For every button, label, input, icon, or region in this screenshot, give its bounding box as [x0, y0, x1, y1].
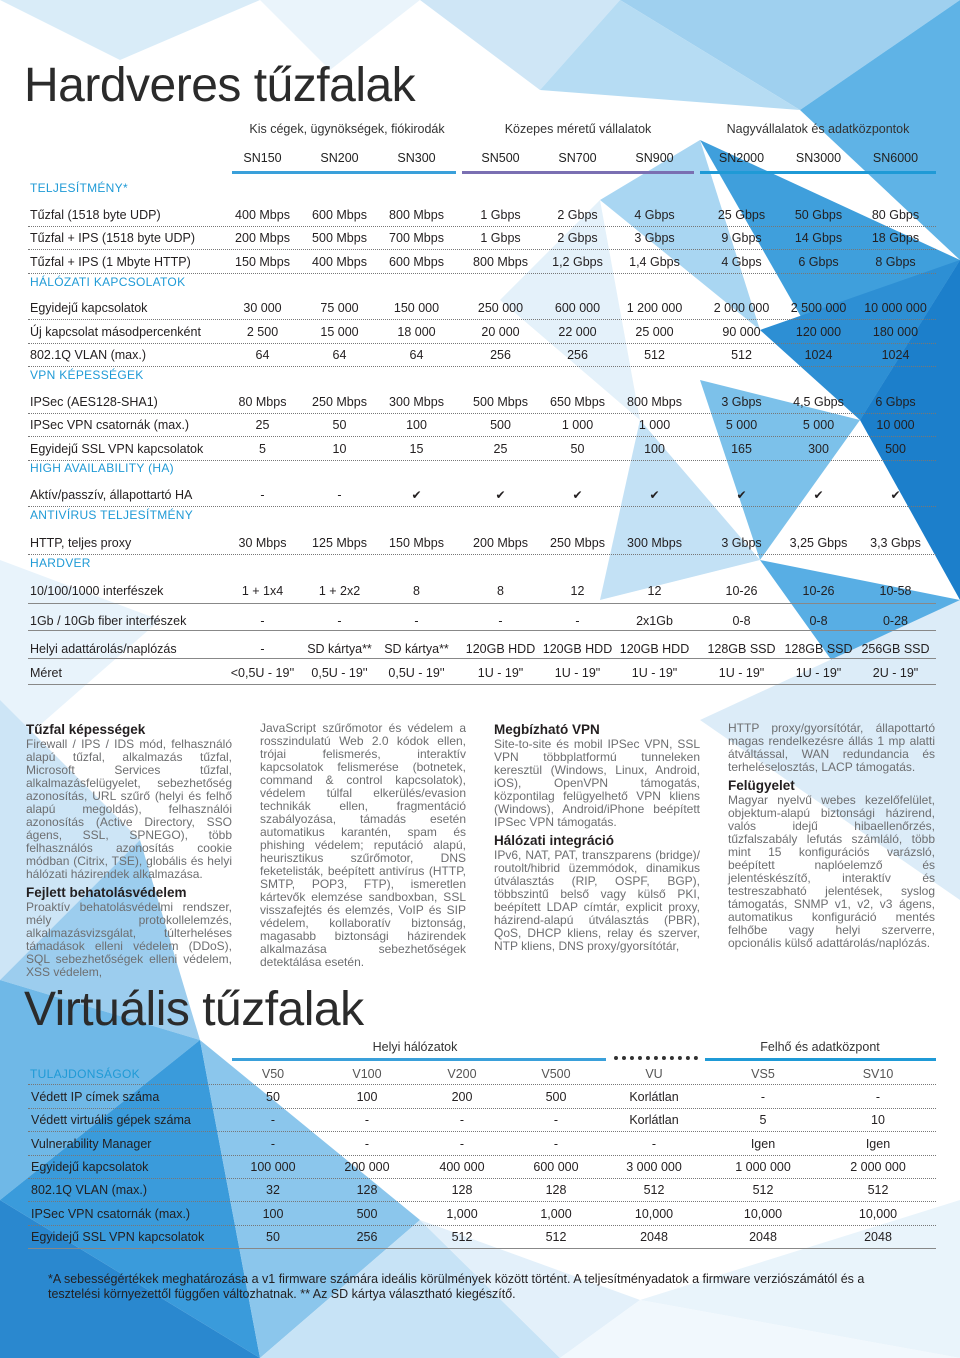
spec-cell: 256	[356, 1229, 378, 1244]
model-header: V50	[261, 1067, 285, 1081]
spec-cell: 2 500	[246, 325, 279, 339]
virtual-title: Virtuális tűzfalak	[24, 983, 364, 1036]
spec-cell: 1,4 Gbps	[629, 255, 680, 269]
spec-cell: 1 + 2x2	[318, 584, 361, 598]
spec-cell: 0-8	[809, 614, 828, 628]
spec-cell: ✔	[495, 488, 506, 502]
spec-cell: 3 Gbps	[634, 231, 675, 245]
group-enterprise: Nagyvállalatok és adatközpontok	[726, 122, 910, 136]
spec-cell: 500	[545, 1090, 567, 1104]
spec-cell: Korlátlan	[629, 1090, 679, 1104]
spec-row-label: 802.1Q VLAN (max.)	[31, 1183, 148, 1198]
section-title: HIGH AVAILABILITY (HA)	[30, 461, 174, 475]
spec-cell: 800 Mbps	[473, 255, 528, 269]
spec-cell: 1U - 19"	[554, 666, 601, 680]
spec-cell: 600 Mbps	[389, 255, 444, 269]
spec-cell: 50	[266, 1090, 280, 1104]
spec-cell: -	[553, 1136, 559, 1151]
feature-heading: Megbízható VPN	[494, 722, 600, 737]
spec-cell: 500 Mbps	[473, 395, 528, 409]
spec-cell: 300 Mbps	[389, 395, 444, 409]
spec-row	[28, 1179, 936, 1202]
spec-row-label: HTTP, teljes proxy	[30, 536, 132, 550]
spec-cell: 150 Mbps	[235, 255, 290, 269]
spec-cell: 100 000	[250, 1159, 296, 1174]
spec-cell: 512	[731, 348, 752, 362]
spec-cell: 2 000 000	[850, 1159, 906, 1174]
spec-cell: 100	[262, 1206, 284, 1221]
spec-cell: 1U - 19"	[795, 666, 842, 680]
spec-cell: -	[260, 488, 265, 502]
group-mid-business: Közepes méretű vállalatok	[504, 122, 652, 136]
spec-cell: 512	[643, 1183, 665, 1198]
section-title: ANTIVÍRUS TELJESÍTMÉNY	[30, 508, 194, 522]
spec-cell: 30 000	[243, 301, 282, 315]
spec-cell: -	[364, 1113, 370, 1128]
model-header: SV10	[862, 1067, 894, 1081]
spec-cell: 80 Mbps	[238, 395, 287, 409]
spec-cell: 5	[759, 1113, 767, 1128]
spec-cell: 1U - 19"	[631, 666, 678, 680]
spec-cell: SD kártya**	[384, 642, 449, 656]
spec-cell: 64	[255, 348, 270, 362]
spec-cell: 128	[545, 1183, 567, 1198]
spec-cell: 1 000 000	[735, 1159, 791, 1174]
spec-cell: 128GB SSD	[784, 642, 853, 656]
spec-cell: 25	[493, 442, 508, 456]
model-header: SN3000	[795, 151, 842, 165]
spec-cell: 0-8	[732, 614, 751, 628]
spec-cell: 1,000	[540, 1206, 572, 1221]
spec-cell: 800 Mbps	[627, 395, 682, 409]
spec-cell: 2x1Gb	[636, 614, 673, 628]
spec-cell: Igen	[865, 1136, 891, 1151]
spec-cell: 1U - 19"	[718, 666, 765, 680]
spec-cell: 2048	[749, 1229, 777, 1244]
group-cloud-datacenter: Felhő és adatközpont	[760, 1040, 880, 1054]
spec-row-label: Aktív/passzív, állapottartó HA	[30, 488, 193, 502]
spec-cell: 120GB HDD	[542, 642, 613, 656]
spec-cell: 18 Gbps	[871, 231, 920, 245]
spec-cell: 22 000	[558, 325, 597, 339]
spec-row	[28, 1086, 936, 1109]
spec-cell: 2U - 19"	[872, 666, 919, 680]
spec-cell: 128	[356, 1183, 378, 1198]
group-local-networks: Helyi hálózatok	[372, 1040, 458, 1054]
spec-cell: 400 Mbps	[312, 255, 367, 269]
spec-cell: 32	[266, 1183, 280, 1198]
feature-heading: Felügyelet	[728, 778, 795, 793]
spec-cell: 200 Mbps	[473, 536, 528, 550]
spec-cell: ✔	[572, 488, 583, 502]
spec-cell: -	[760, 1090, 766, 1104]
spec-cell: 0-28	[882, 614, 909, 628]
spec-cell: ✔	[813, 488, 824, 502]
spec-row-label: 802.1Q VLAN (max.)	[30, 348, 147, 362]
spec-cell: 10	[871, 1113, 885, 1128]
spec-cell: 512	[545, 1229, 567, 1244]
spec-cell: 10-26	[802, 584, 835, 598]
spec-cell: 50	[266, 1229, 280, 1244]
spec-cell: 8	[413, 584, 420, 598]
spec-cell: -	[260, 642, 265, 656]
spec-cell: 150 Mbps	[389, 536, 444, 550]
spec-cell: 256	[490, 348, 511, 362]
model-header: SN900	[635, 151, 674, 165]
spec-cell: 15	[409, 442, 424, 456]
spec-cell: 256GB SSD	[861, 642, 930, 656]
model-header: SN6000	[872, 151, 919, 165]
spec-cell: 500	[885, 442, 906, 456]
spec-row-label: Egyidejű kapcsolatok	[31, 1159, 149, 1174]
spec-row	[28, 1203, 936, 1226]
feature-text: IPv6, NAT, PAT, transzparens (bridge)/ routolt/hibrid üzemmódok, dinamikus útválasztás (RIP, OSPF, BGP), többszintű belső vagy külső PKI, beépített LDAP címtár, explicit proxy, házirend-alapú útválasztás (PBR), QoS, DHCP kliens, relay és szerver, NTP kliens, DNS proxy/gyorsítótár,	[494, 848, 700, 953]
section-title: HARDVER	[30, 556, 91, 570]
model-header: V500	[541, 1067, 571, 1081]
spec-cell: 128GB SSD	[707, 642, 776, 656]
spec-cell: 4,5 Gbps	[793, 395, 844, 409]
spec-cell: 300	[808, 442, 829, 456]
model-header: SN300	[397, 151, 436, 165]
model-header: VU	[645, 1067, 663, 1081]
spec-cell: 1U - 19"	[477, 666, 524, 680]
spec-row-label: IPSec VPN csatornák (max.)	[31, 1206, 191, 1221]
model-header: SN500	[481, 151, 520, 165]
spec-cell: Igen	[750, 1136, 776, 1151]
spec-cell: 1024	[804, 348, 833, 362]
spec-cell: ✔	[411, 488, 422, 502]
spec-cell: 12	[570, 584, 585, 598]
spec-cell: 3 Gbps	[721, 395, 762, 409]
spec-cell: 500	[490, 418, 511, 432]
spec-cell: 4 Gbps	[721, 255, 762, 269]
spec-cell: ✔	[649, 488, 660, 502]
model-header: SN200	[320, 151, 359, 165]
spec-cell: 64	[332, 348, 347, 362]
spec-cell: 120GB HDD	[465, 642, 536, 656]
spec-cell: 9 Gbps	[721, 231, 762, 245]
spec-cell: 600 000	[554, 301, 601, 315]
spec-cell: 700 Mbps	[389, 231, 444, 245]
spec-cell: 64	[409, 348, 424, 362]
spec-cell: 8	[497, 584, 504, 598]
spec-row-label: IPSec (AES128-SHA1)	[30, 395, 158, 409]
feature-heading: Fejlett behatolásvédelem	[26, 885, 187, 900]
feature-text: Proaktív behatolásvédelmi rendszer, mély protokollelemzés, alkalmazásvizsgálat, túlterheléses támadások elleni védelem (DDoS), SQL sebezhetőségek elleni védelem, XSS védelem,	[26, 900, 232, 979]
footnote: *A sebességértékek meghatározása a v1 firmware számára ideális körülmények között történt. A teljesítményadatok a firmware verziószámától és a tesztelési környezettől függően változhatnak. ** Az SD kártya választható kiegészítő.	[48, 1272, 865, 1301]
spec-cell: 90 000	[722, 325, 761, 339]
spec-row-label: Vulnerability Manager	[31, 1136, 152, 1151]
spec-cell: 400 Mbps	[235, 208, 290, 222]
feature-text: Firewall / IPS / IDS mód, felhasználó alapú tűzfal, alkalmazás tűzfal, Microsoft Services tűzfal, alkalmazásfelügyelet, sebezhetőség azonosítás, URL szűrő (helyi és felhő alapú megoldás), felhasználói azonosítás (Active Directory, SSO ágens, SSL, SPNEGO), több felhasználós azonosítás cookie módban (Citrix, TSE), globális és helyi hálózati házirendek alkalmazása.	[26, 737, 232, 881]
model-header: VS5	[751, 1067, 775, 1081]
spec-cell: <0,5U - 19''	[230, 666, 295, 680]
feature-text: Site-to-site és mobil IPSec VPN, SSL VPN többplatformú tunneleken keresztül (Windows, Linux, Android, iOS), OpenVPN támogatás, központilag felügyelhető VPN kliens (Windows), Android/iPhone beépített IPSec VPN támogatás.	[494, 737, 700, 829]
model-header: SN2000	[718, 151, 765, 165]
spec-cell: 600 Mbps	[312, 208, 367, 222]
spec-cell: -	[575, 614, 580, 628]
spec-row-label: IPSec VPN csatornák (max.)	[30, 418, 190, 432]
spec-cell: 10,000	[858, 1206, 898, 1221]
spec-cell: 75 000	[320, 301, 359, 315]
spec-row-label: Védett virtuális gépek száma	[31, 1113, 191, 1128]
spec-cell: 1,000	[446, 1206, 478, 1221]
spec-cell: 4 Gbps	[634, 208, 675, 222]
group-small-business: Kis cégek, ügynökségek, fiókirodák	[249, 122, 445, 136]
spec-cell: 5 000	[725, 418, 758, 432]
spec-cell: 1 + 1x4	[241, 584, 284, 598]
spec-cell: 512	[752, 1183, 774, 1198]
spec-cell: 6 Gbps	[798, 255, 839, 269]
spec-cell: 80 Gbps	[871, 208, 920, 222]
spec-cell: 3,3 Gbps	[870, 536, 921, 550]
feature-heading: Hálózati integráció	[494, 833, 615, 848]
spec-cell: 1 Gbps	[480, 208, 521, 222]
spec-cell: 2048	[640, 1229, 668, 1244]
spec-cell: -	[459, 1136, 465, 1151]
spec-cell: Korlátlan	[629, 1113, 679, 1128]
feature-text: Magyar nyelvű webes kezelőfelület, objektum-alapú biztonsági házirend, valós idejű hibaellenőrzés, tűzfalszabály lefutás számláló, több mint 15 konfigurációs varázsló, beépített naplóelemző és jelentéskészítő, interaktív és testreszabható jelentések, syslog támogatás, SNMP v1, v2, v3 ágens, automatikus konfiguráció mentés felhőbe vagy helyi szerverre, opcionális külső adattárolás/naplózás.	[728, 793, 935, 950]
spec-cell: 512	[451, 1229, 473, 1244]
spec-cell: 0,5U - 19''	[388, 666, 445, 680]
spec-row-label: Védett IP címek száma	[31, 1090, 160, 1104]
spec-cell: 18 000	[397, 325, 436, 339]
spec-cell: 100	[644, 442, 665, 456]
spec-row-label: Egyidejű kapcsolatok	[30, 301, 148, 315]
spec-cell: 400 000	[439, 1159, 485, 1174]
spec-cell: 200	[451, 1090, 473, 1104]
spec-cell: 5	[259, 442, 266, 456]
spec-cell: 10 000 000	[864, 301, 927, 315]
spec-cell: 500	[356, 1206, 378, 1221]
spec-cell: 10-58	[879, 584, 912, 598]
spec-cell: 120 000	[795, 325, 842, 339]
spec-row-label: Új kapcsolat másodpercenként	[30, 325, 201, 339]
spec-cell: -	[459, 1113, 465, 1128]
spec-cell: -	[337, 488, 342, 502]
spec-cell: 1 Gbps	[480, 231, 521, 245]
section-title: VPN KÉPESSÉGEK	[30, 368, 144, 382]
spec-cell: 165	[731, 442, 752, 456]
spec-cell: 12	[647, 584, 662, 598]
spec-cell: 3 Gbps	[721, 536, 762, 550]
spec-cell: 1 200 000	[626, 301, 683, 315]
spec-cell: -	[270, 1113, 276, 1128]
spec-row-label: Méret	[30, 666, 62, 680]
spec-cell: 200 Mbps	[235, 231, 290, 245]
spec-cell: 180 000	[872, 325, 919, 339]
spec-row-label: Helyi adattárolás/naplózás	[30, 642, 177, 656]
spec-cell: 0,5U - 19''	[311, 666, 368, 680]
spec-cell: 10	[332, 442, 347, 456]
spec-row-label: 10/100/1000 interfészek	[30, 584, 164, 598]
spec-cell: 2048	[864, 1229, 892, 1244]
spec-cell: 20 000	[481, 325, 520, 339]
spec-cell: 120GB HDD	[619, 642, 690, 656]
model-header: SN700	[558, 151, 597, 165]
spec-cell: 650 Mbps	[550, 395, 605, 409]
model-header: V100	[352, 1067, 382, 1081]
spec-cell: 3,25 Gbps	[789, 536, 848, 550]
spec-cell: 200 000	[344, 1159, 390, 1174]
spec-cell: 2 500 000	[790, 301, 847, 315]
spec-cell: 800 Mbps	[389, 208, 444, 222]
spec-cell: 10 000	[876, 418, 915, 432]
feature-heading: Tűzfal képességek	[26, 722, 146, 737]
feature-text: JavaScript szűrőmotor és védelem a rosszindulatú Web 2.0 kódok ellen, trójai felismerés, interaktív kapcsolatok felismerése (botnetek, command & control kapcsolatok), védelem túlfal elkerülés/evasion technikák ellen, fragmentáció szabályozása, támadás esetén automatikus karantén, spam és phishing védelem; reputáció alapú, heurisztikus szűrőmotor, DNS feketelisták, beépített antivírus (HTTP, SMTP, POP3, FTP), ismeretlen kártevők elemzése sandboxban, SSL visszafejtés és elemzés, VoIP és SIP védelem, kollaboratív biztonság, magasabb biztonsági házirendek alkalmazása sebezhetőségek detektálása esetén.	[260, 721, 466, 969]
spec-cell: 50 Gbps	[794, 208, 843, 222]
row-divider	[28, 1084, 936, 1085]
spec-cell: 10-26	[725, 584, 758, 598]
hardware-title: Hardveres tűzfalak	[24, 59, 416, 112]
spec-row-label: Egyidejű SSL VPN kapcsolatok	[31, 1229, 205, 1244]
spec-cell: -	[498, 614, 503, 628]
spec-cell: 14 Gbps	[794, 231, 843, 245]
spec-cell: 10,000	[743, 1206, 783, 1221]
spec-cell: 500 Mbps	[312, 231, 367, 245]
spec-cell: -	[337, 614, 342, 628]
row-divider	[28, 1248, 936, 1249]
spec-row	[28, 1109, 936, 1132]
spec-cell: 2 Gbps	[557, 231, 598, 245]
spec-cell: 250 Mbps	[312, 395, 367, 409]
spec-row	[28, 1133, 936, 1156]
spec-cell: -	[260, 614, 265, 628]
spec-cell: 512	[644, 348, 665, 362]
spec-row-label: Tűzfal + IPS (1518 byte UDP)	[30, 231, 196, 245]
spec-row	[28, 1156, 936, 1179]
spec-cell: 1,2 Gbps	[552, 255, 603, 269]
spec-row	[28, 1226, 936, 1249]
spec-cell: -	[270, 1136, 276, 1151]
spec-row-label: Tűzfal + IPS (1 Mbyte HTTP)	[30, 255, 191, 269]
spec-cell: -	[553, 1113, 559, 1128]
spec-cell: 10,000	[634, 1206, 674, 1221]
spec-cell: 300 Mbps	[627, 536, 682, 550]
spec-cell: 150 000	[393, 301, 440, 315]
spec-cell: 50	[570, 442, 585, 456]
spec-cell: 250 Mbps	[550, 536, 605, 550]
spec-cell: 2 000 000	[713, 301, 770, 315]
spec-cell: 8 Gbps	[875, 255, 916, 269]
spec-cell: 1 000	[561, 418, 594, 432]
spec-cell: 25 Gbps	[717, 208, 766, 222]
spec-cell: 256	[567, 348, 588, 362]
spec-cell: 250 000	[477, 301, 524, 315]
spec-cell: 600 000	[533, 1159, 579, 1174]
spec-cell: 15 000	[320, 325, 359, 339]
spec-cell: -	[651, 1136, 657, 1151]
spec-row-label: 1Gb / 10Gb fiber interfészek	[30, 614, 187, 628]
spec-row-label: Tűzfal (1518 byte UDP)	[30, 208, 161, 222]
spec-cell: 6 Gbps	[875, 395, 916, 409]
spec-cell: 2 Gbps	[557, 208, 598, 222]
spec-cell: 5 000	[802, 418, 835, 432]
spec-cell: 100	[356, 1090, 378, 1104]
spec-cell: 25	[255, 418, 270, 432]
spec-cell: 50	[332, 418, 347, 432]
spec-cell: -	[414, 614, 419, 628]
spec-cell: SD kártya**	[307, 642, 372, 656]
spec-cell: 128	[451, 1183, 473, 1198]
spec-cell: -	[875, 1090, 881, 1104]
spec-cell: 1024	[881, 348, 910, 362]
spec-cell: ✔	[736, 488, 747, 502]
spec-cell: 25 000	[635, 325, 674, 339]
section-title: TELJESÍTMÉNY*	[30, 181, 128, 195]
section-title: HÁLÓZATI KAPCSOLATOK	[30, 275, 186, 289]
feature-text: HTTP proxy/gyorsítótár, állapottartó magas rendelkezésre állás 1 mp alatti átváltással, WAN redundancia és terheléselosztás, LACP támogatás.	[728, 721, 935, 774]
spec-cell: 30 Mbps	[238, 536, 287, 550]
model-header: V200	[447, 1067, 477, 1081]
spec-cell: 3 000 000	[626, 1159, 682, 1174]
spec-cell: 100	[406, 418, 427, 432]
spec-cell: 125 Mbps	[312, 536, 367, 550]
spec-cell: -	[364, 1136, 370, 1151]
spec-cell: ✔	[890, 488, 901, 502]
spec-row-label: Egyidejű SSL VPN kapcsolatok	[30, 442, 204, 456]
section-title: TULAJDONSÁGOK	[30, 1067, 140, 1081]
spec-cell: 512	[867, 1183, 889, 1198]
spec-cell: 1 000	[638, 418, 671, 432]
model-header: SN150	[243, 151, 282, 165]
